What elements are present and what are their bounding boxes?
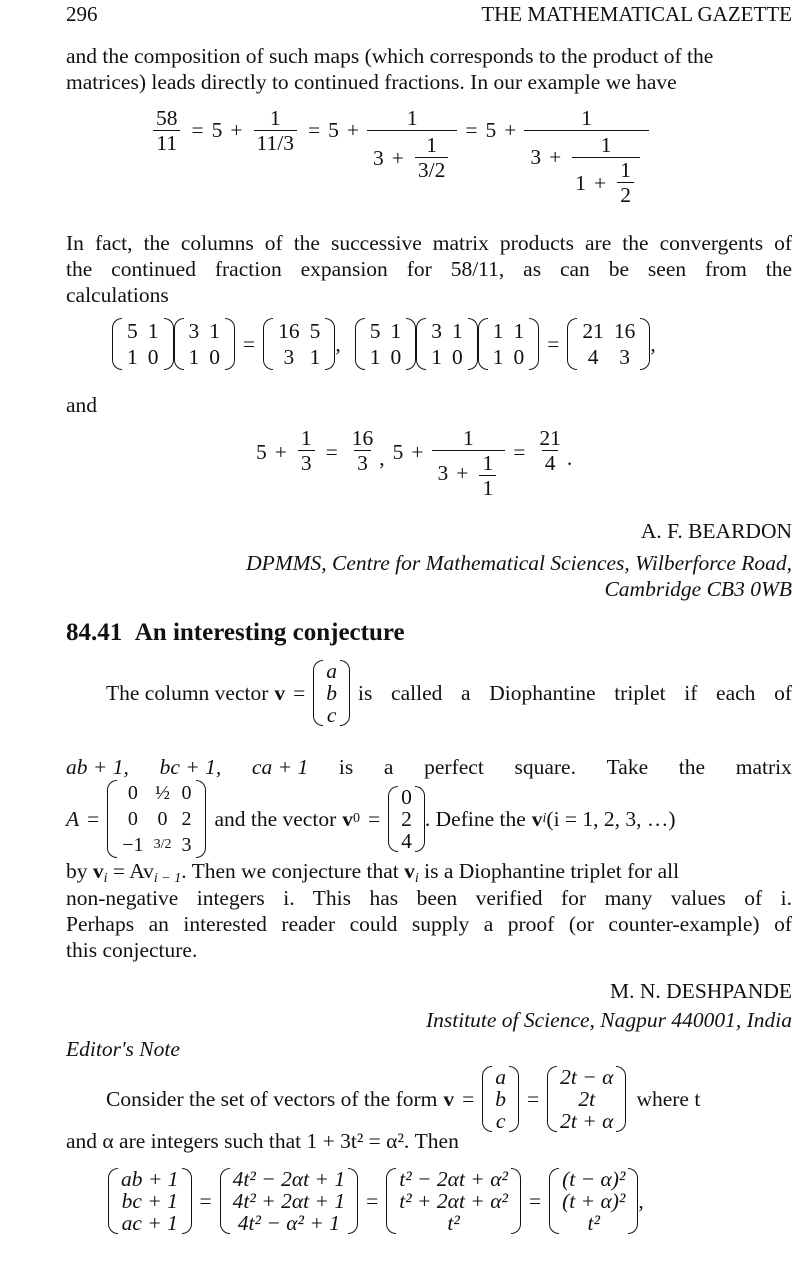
paragraph-line: The column vector v = a b c is called a Diophantine triplet if each of — [106, 659, 792, 727]
paragraph-line: the continued fraction expansion for 58/11, as can be seen from the — [66, 257, 792, 281]
convergent-equation: 5 + $\frac{1}{3}$ = $\frac{16}{3}$ , 5 + 1 3 + $\frac{1}{1}$ = $\frac{21}{4}$ . — [256, 426, 573, 500]
vector: 2t − α 2t 2t + α — [547, 1066, 626, 1132]
vector: t² − 2αt + α² t² + 2αt + α² t² — [386, 1168, 521, 1234]
paragraph-line: and the composition of such maps (which corresponds to the product of the — [66, 44, 714, 68]
paragraph-line: this conjecture. — [66, 938, 198, 962]
author-affiliation: Institute of Science, Nagpur 440001, India — [425, 1008, 792, 1032]
vector: 4t² − 2αt + 1 4t² + 2αt + 1 4t² − α² + 1 — [220, 1168, 358, 1234]
matrix: 5 1 1 0 — [355, 318, 417, 370]
page-number: 296 — [66, 2, 98, 26]
matrix: 3 1 1 0 — [174, 318, 236, 370]
section-heading — [66, 619, 405, 647]
section-number: 84.41 — [66, 619, 123, 646]
vector-v0: 0 2 4 — [388, 786, 425, 852]
paragraph-line: ab + 1, bc + 1, ca + 1 is a perfect square. Take the matrix — [66, 755, 792, 779]
paragraph-line: Perhaps an interested reader could supply a proof (or counter-example) of — [66, 912, 792, 936]
fraction: $\frac{1}{11/3}$ — [254, 106, 297, 155]
paragraph-line: and α are integers such that 1 + 3t² = α². Then — [66, 1129, 459, 1153]
continued-fraction-equation: $\frac{58}{11}$ = 5 + $\frac{1}{11/3}$ = 5 + 1 3 + $\frac{1}{3/2}$ = 5 + 1 3 + 1 1 + $\frac{1}{2}$ — [150, 104, 649, 224]
author-name: M. N. DESHPANDE — [610, 979, 792, 1003]
matrix: 5 1 1 0 — [112, 318, 174, 370]
matrix-product-equation: 5 1 1 0 3 1 1 0 = 16 5 3 1 , 5 1 1 0 3 1 1 0 1 1 1 0 = 21 16 4 3 , — [112, 318, 656, 370]
fraction: $\frac{58}{11}$ — [153, 106, 181, 155]
paragraph-line: calculations — [66, 283, 169, 307]
vector: (t − α)² (t + α)² t² — [549, 1168, 638, 1234]
fraction: 1 3 + $\frac{1}{3/2}$ — [370, 106, 454, 182]
matrix: 1 1 1 0 — [478, 318, 540, 370]
paragraph-line: In fact, the columns of the successive matrix products are the convergents of — [66, 231, 792, 255]
matrix: 16 5 3 1 — [263, 318, 335, 370]
author-affiliation: Cambridge CB3 0WB — [604, 577, 792, 601]
vector-identity-equation: ab + 1 bc + 1 ac + 1 = 4t² − 2αt + 1 4t² + 2αt + 1 4t² − α² + 1 = t² − 2αt + α² t² + 2αt + α² t² = (t − α)² (t + α)² t² , — [108, 1168, 644, 1234]
vector: a b c — [313, 660, 350, 726]
matrix-A: 0 ½ 0 0 0 2 −1 3/2 3 — [107, 780, 206, 858]
paragraph-line: and — [66, 393, 98, 417]
fraction: 1 3 + 1 1 + $\frac{1}{2}$ — [527, 106, 646, 207]
running-head: THE MATHEMATICAL GAZETTE — [481, 2, 792, 26]
matrix: 3 1 1 0 — [416, 318, 478, 370]
editor-note-heading: Editor's Note — [66, 1037, 180, 1061]
section-title: An interesting conjecture — [134, 619, 405, 646]
vector: ab + 1 bc + 1 ac + 1 — [108, 1168, 192, 1234]
paragraph-line: A = 0 ½ 0 0 0 2 −1 3/2 3 and the vector v 0 = 0 2 4 . Define the v i (i = 1, 2, 3, …) — [66, 782, 676, 856]
author-affiliation: DPMMS, Centre for Mathematical Sciences, Wilberforce Road, — [246, 551, 792, 575]
paragraph-line: matrices) leads directly to continued fractions. In our example we have — [66, 70, 677, 94]
paragraph-line: non-negative integers i. This has been verified for many values of i. — [66, 886, 792, 910]
matrix: 21 16 4 3 — [567, 318, 650, 370]
author-name: A. F. BEARDON — [640, 519, 792, 543]
paragraph-line: Consider the set of vectors of the form v = a b c = 2t − α 2t 2t + α where t — [106, 1065, 701, 1133]
vector: a b c — [482, 1066, 519, 1132]
paragraph-line: by $v_i = Av_{i - 1}$. Then we conjecture that $v_i$ is a Diophantine triplet for all — [66, 859, 680, 886]
